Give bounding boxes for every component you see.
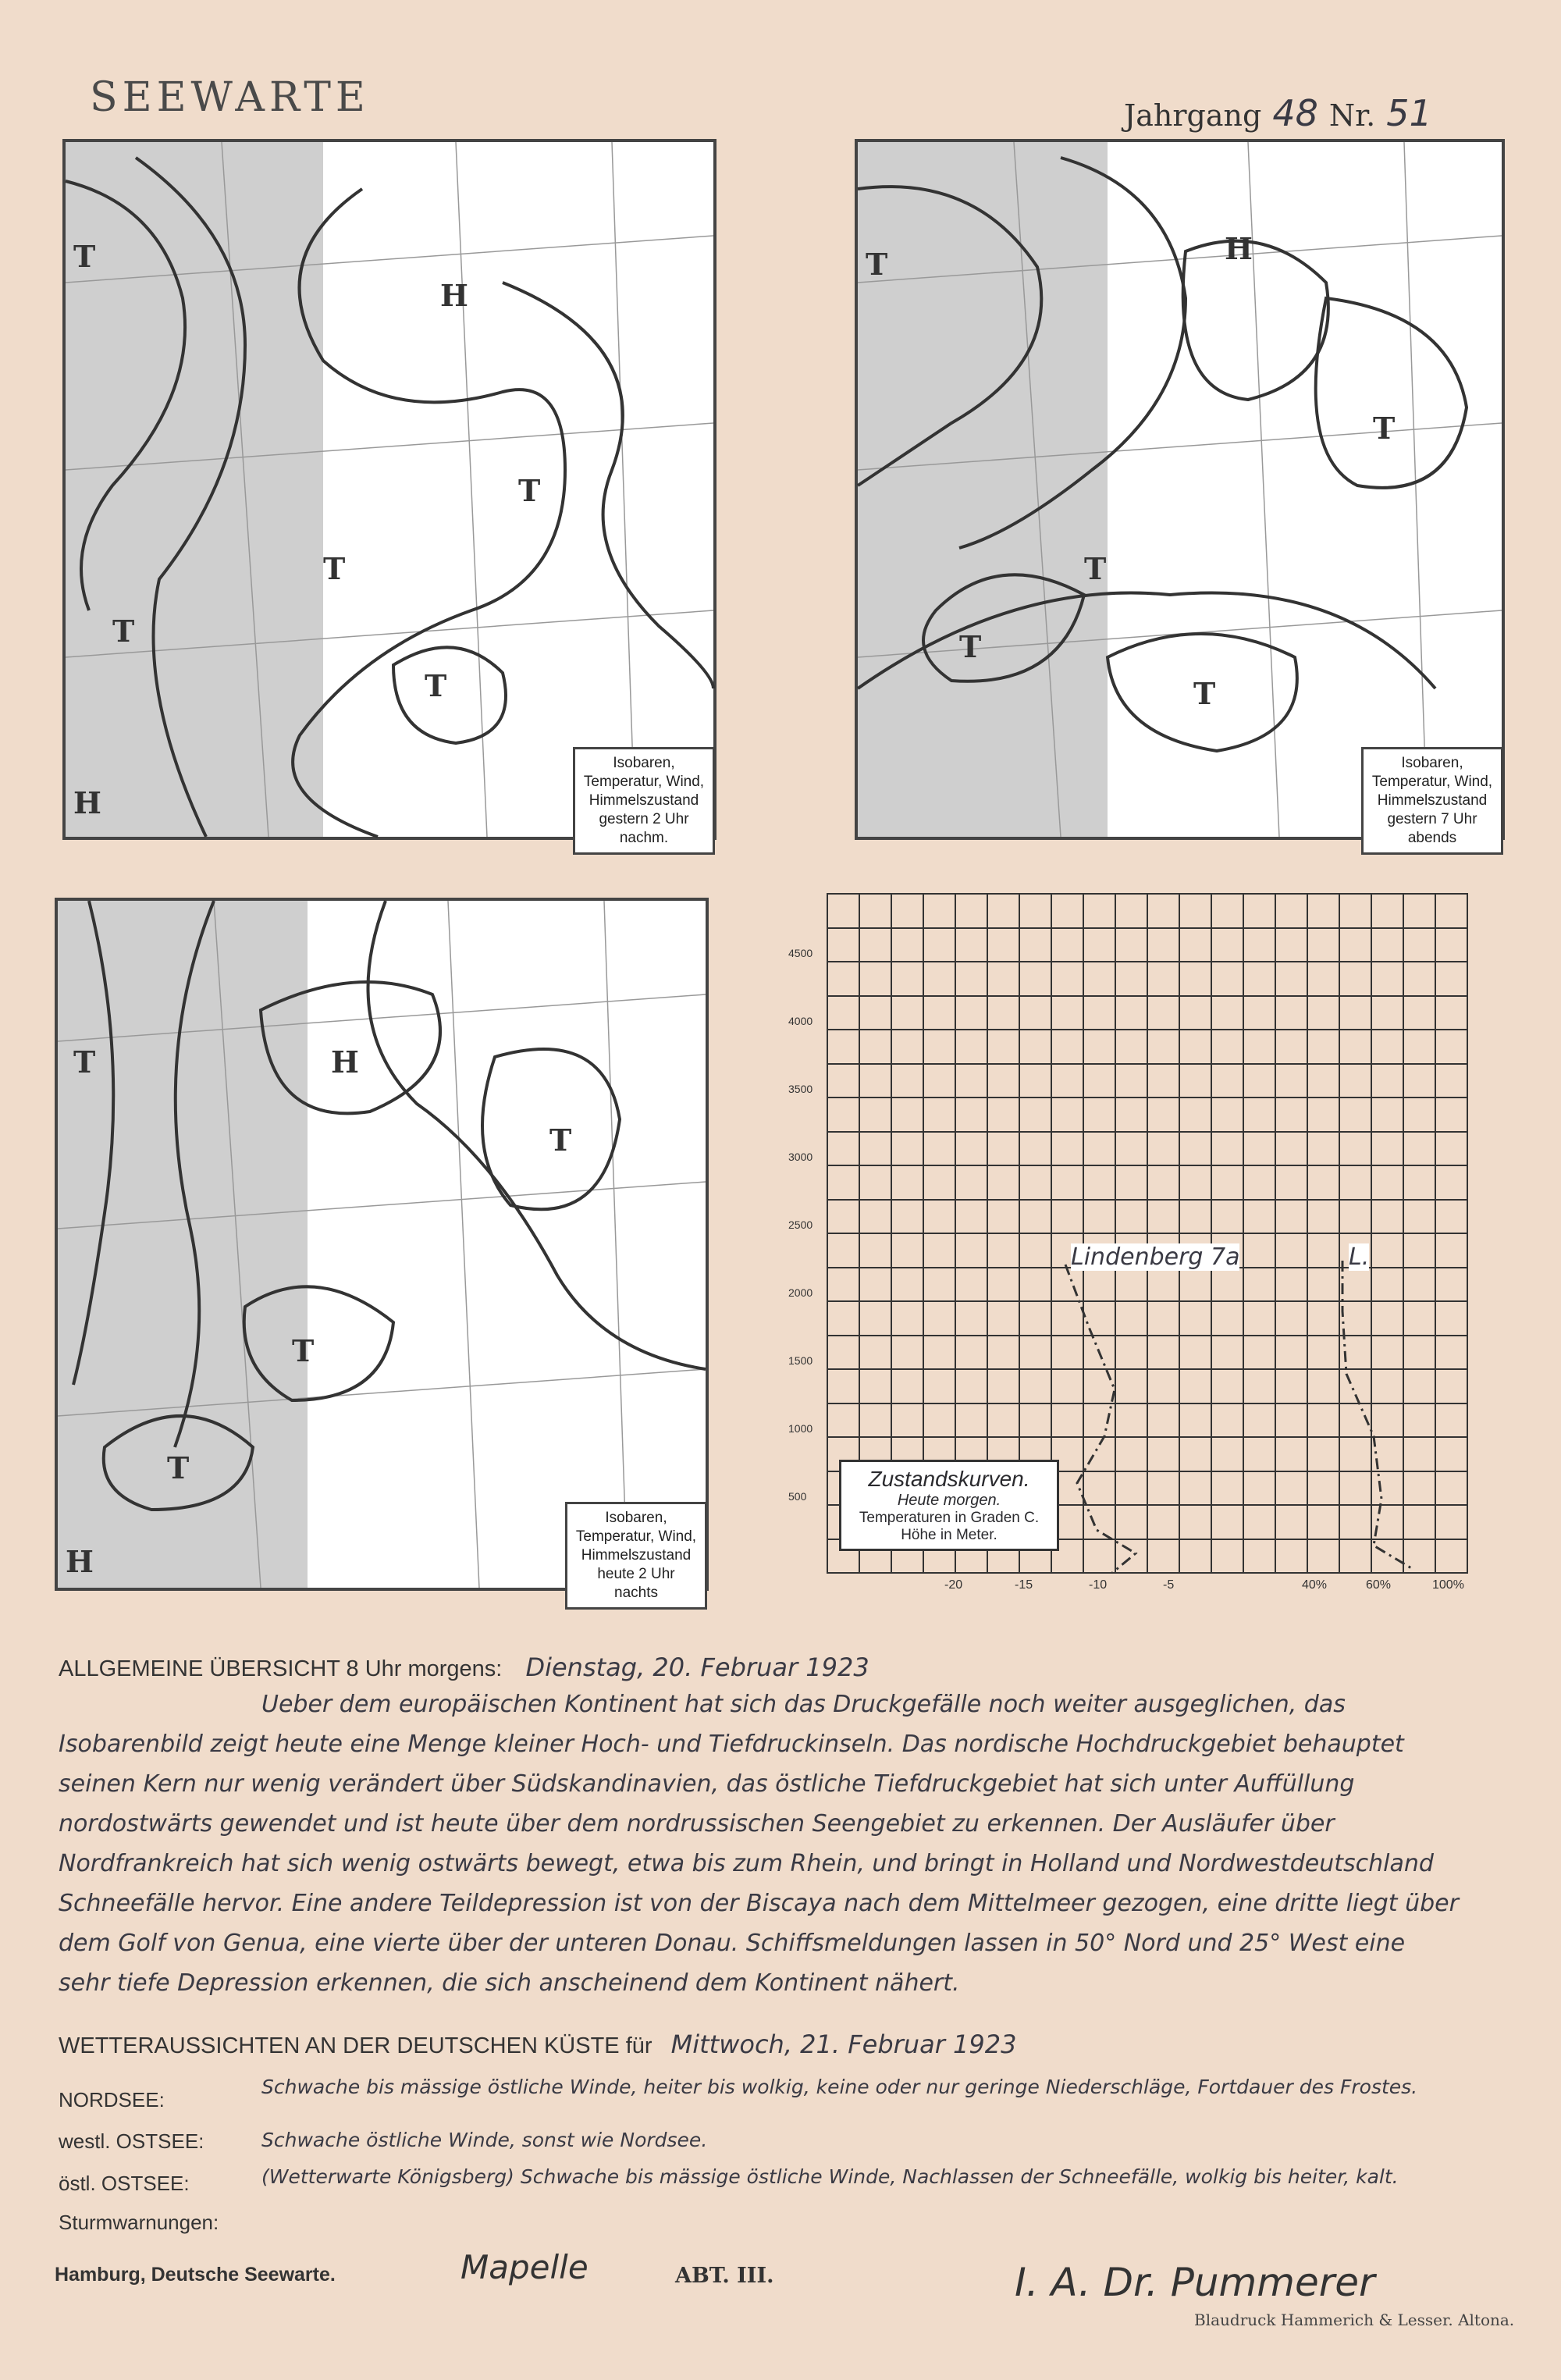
svg-text:H: H bbox=[73, 785, 101, 820]
forecast-date: Mittwoch, 21. Februar 1923 bbox=[670, 2030, 1017, 2059]
weather-map-afternoon bbox=[62, 139, 716, 846]
footer-signature: I. A. Dr. Pummerer bbox=[1015, 2260, 1375, 2305]
issue-info bbox=[1124, 92, 1443, 134]
svg-text:T: T bbox=[167, 1450, 190, 1485]
overview-date: Dienstag, 20. Februar 1923 bbox=[525, 1652, 869, 1682]
svg-text:T: T bbox=[292, 1333, 315, 1368]
svg-text:T: T bbox=[959, 629, 982, 664]
map-isobars bbox=[66, 142, 713, 837]
forecast-oestl-ostsee-text: (Wetterwarte Königsberg) Schwache bis mässige östliche Winde, Nachlassen der Schneefälle, wolkig bis heiter, kalt. bbox=[261, 2165, 1399, 2188]
station-label: Lindenberg 7a bbox=[1071, 1243, 1240, 1271]
map-isobars bbox=[58, 901, 706, 1588]
weather-map-evening bbox=[855, 139, 1505, 846]
svg-text:H: H bbox=[1225, 231, 1253, 266]
map-legend: Isobaren, Temperatur, Wind, Himmelszustand gestern 2 Uhr nachm. bbox=[573, 747, 715, 855]
forecast-nordsee-text: Schwache bis mässige östliche Winde, heiter bis wolkig, keine oder nur geringe Niederschläge, Fortdauer des Frostes. bbox=[261, 2076, 1418, 2098]
newspaper-page: SEEWARTE Jahrgang 48 Nr. 51 T H T T T T H Isobaren, Temperatur, Wind, Himmelszustand gestern 2 Uhr nachm. T H T T T T Isobaren, Temperatur, Wind, Himmelszustand gestern 7 Uhr abends T H T T T H Isobaren, Temperatur, Wind, Himmelszustand heute 2 Uhr nachts 4500 4000 3500 3000 2500 2000 1500 1000 500 -20 -15 -10 -5 40% 60% 100% Lindenberg 7a L. Zustandskurven. Heute morgen. Temperaturen in Graden C. Höhe in Meter. ALLGEMEINE ÜBERSICHT 8 Uhr morgens: Dienstag, 20. Februar 1923 Ueber dem europäischen Kontinent hat sich das Druckgefälle noch weiter ausgeglichen, das Isobarenbild zeigt heute eine Menge kleiner Hoch- und Tiefdruckinseln. Das nordische Hochdruckgebiet behauptet seinen Kern nur wenig verändert über Südskandinavien, das östliche Tiefdruckgebiet hat sich unter Auffüllung nordostwärts gewendet und ist heute über dem nordrussischen Seengebiet zu erkennen. Der Ausläufer über Nordfrankreich hat sich wenig ostwärts bewegt, etwa bis zum Rhein, und bringt in Holland und Nordwestdeutschland Schneefälle hervor. Eine andere Teildepression ist von der Biscaya nach dem Mittelmeer gezogen, eine dritte liegt über dem Golf von Genua, eine vierte über der unteren Donau. Schiffsmeldungen lassen in 50° Nord und 25° West eine sehr tiefe Depression erkennen, die sich anscheinend dem Kontinent nähert. WETTERAUSSICHTEN AN DER DEUTSCHEN KÜSTE für Mittwoch, 21. Februar 1923 NORDSEE: Schwache bis mässige östliche Winde, heiter bis wolkig, keine oder nur geringe Niederschläge, Fortdauer des Frostes. westl. OSTSEE: Schwache östliche Winde, sonst wie Nordsee. östl. OSTSEE: (Wetterwarte Königsberg) Schwache bis mässige östliche Winde, Nachlassen der Schneefälle, wolkig bis heiter, kalt. Sturmwarnungen: Hamburg, Deutsche Seewarte. Mapelle ABT. III. I. A. Dr. Pummerer Blaudruck Hammerich & Lesser. Altona. bbox=[0, 0, 1561, 2380]
svg-text:T: T bbox=[1373, 411, 1396, 446]
humidity-label: L. bbox=[1349, 1243, 1370, 1271]
forecast-heading: WETTERAUSSICHTEN AN DER DEUTSCHEN KÜSTE für Mittwoch, 21. Februar 1923 bbox=[59, 2030, 1017, 2059]
forecast-oestl-ostsee-label: östl. OSTSEE: bbox=[59, 2172, 190, 2195]
issue-number: 51 bbox=[1386, 92, 1432, 134]
map-isobars bbox=[858, 142, 1502, 837]
jahrgang-number: 48 bbox=[1272, 92, 1318, 134]
footer-printer: Blaudruck Hammerich & Lesser. Altona. bbox=[1194, 2311, 1515, 2329]
forecast-westl-ostsee-label: westl. OSTSEE: bbox=[59, 2129, 204, 2153]
masthead: SEEWARTE bbox=[90, 74, 370, 121]
svg-text:T: T bbox=[425, 668, 447, 703]
forecast-sturm-label: Sturmwarnungen: bbox=[59, 2211, 219, 2234]
overview-text: Ueber dem europäischen Kontinent hat sich das Druckgefälle noch weiter ausgeglichen, das Isobarenbild zeigt heute eine Menge kleiner Hoch- und Tiefdruckinseln. Das nordische Hochdruckgebiet behauptet seinen Kern nur wenig verändert über Südskandinavien, das östliche Tiefdruckgebiet hat sich unter Auffüllung nordostwärts gewendet und ist heute über dem nordrussischen Seengebiet zu erkennen. Der Ausläufer über Nordfrankreich hat sich wenig ostwärts bewegt, etwa bis zum Rhein, und bringt in Holland und Nordwestdeutschland Schneefälle hervor. Eine andere Teildepression ist von der Biscaya nach dem Mittelmeer gezogen, eine dritte liegt über dem Golf von Genua, eine vierte über der unteren Donau. Schiffsmeldungen lassen in 50° Nord und 25° West eine sehr tiefe Depression erkennen, die sich anscheinend dem Kontinent nähert. bbox=[59, 1691, 1459, 1997]
footer-origin: Hamburg, Deutsche Seewarte. bbox=[55, 2264, 336, 2286]
svg-text:T: T bbox=[518, 473, 541, 508]
svg-text:T: T bbox=[112, 614, 135, 649]
svg-text:T: T bbox=[73, 239, 96, 274]
map-legend: Isobaren, Temperatur, Wind, Himmelszustand heute 2 Uhr nachts bbox=[565, 1502, 707, 1610]
footer-name: Mapelle bbox=[460, 2248, 588, 2286]
jahrgang-label: Jahrgang bbox=[1124, 98, 1262, 133]
forecast-nordsee-label: NORDSEE: bbox=[59, 2088, 165, 2111]
svg-text:H: H bbox=[331, 1044, 359, 1080]
forecast-westl-ostsee-text: Schwache östliche Winde, sonst wie Nordsee. bbox=[261, 2129, 708, 2151]
zustandskurven-box: Zustandskurven. Heute morgen. Temperaturen in Graden C. Höhe in Meter. bbox=[839, 1460, 1059, 1551]
nr-label: Nr. bbox=[1328, 98, 1376, 133]
svg-text:H: H bbox=[440, 278, 468, 313]
weather-map-night bbox=[55, 898, 709, 1601]
svg-text:T: T bbox=[323, 551, 346, 586]
svg-text:T: T bbox=[1084, 551, 1107, 586]
svg-text:T: T bbox=[73, 1044, 96, 1080]
svg-text:T: T bbox=[1193, 676, 1216, 711]
overview-heading: ALLGEMEINE ÜBERSICHT 8 Uhr morgens: Dienstag, 20. Februar 1923 bbox=[59, 1652, 869, 1682]
map-legend: Isobaren, Temperatur, Wind, Himmelszustand gestern 7 Uhr abends bbox=[1361, 747, 1503, 855]
svg-text:T: T bbox=[866, 247, 888, 282]
footer-department: ABT. III. bbox=[675, 2264, 774, 2288]
svg-text:H: H bbox=[66, 1544, 94, 1579]
svg-text:T: T bbox=[549, 1122, 572, 1158]
